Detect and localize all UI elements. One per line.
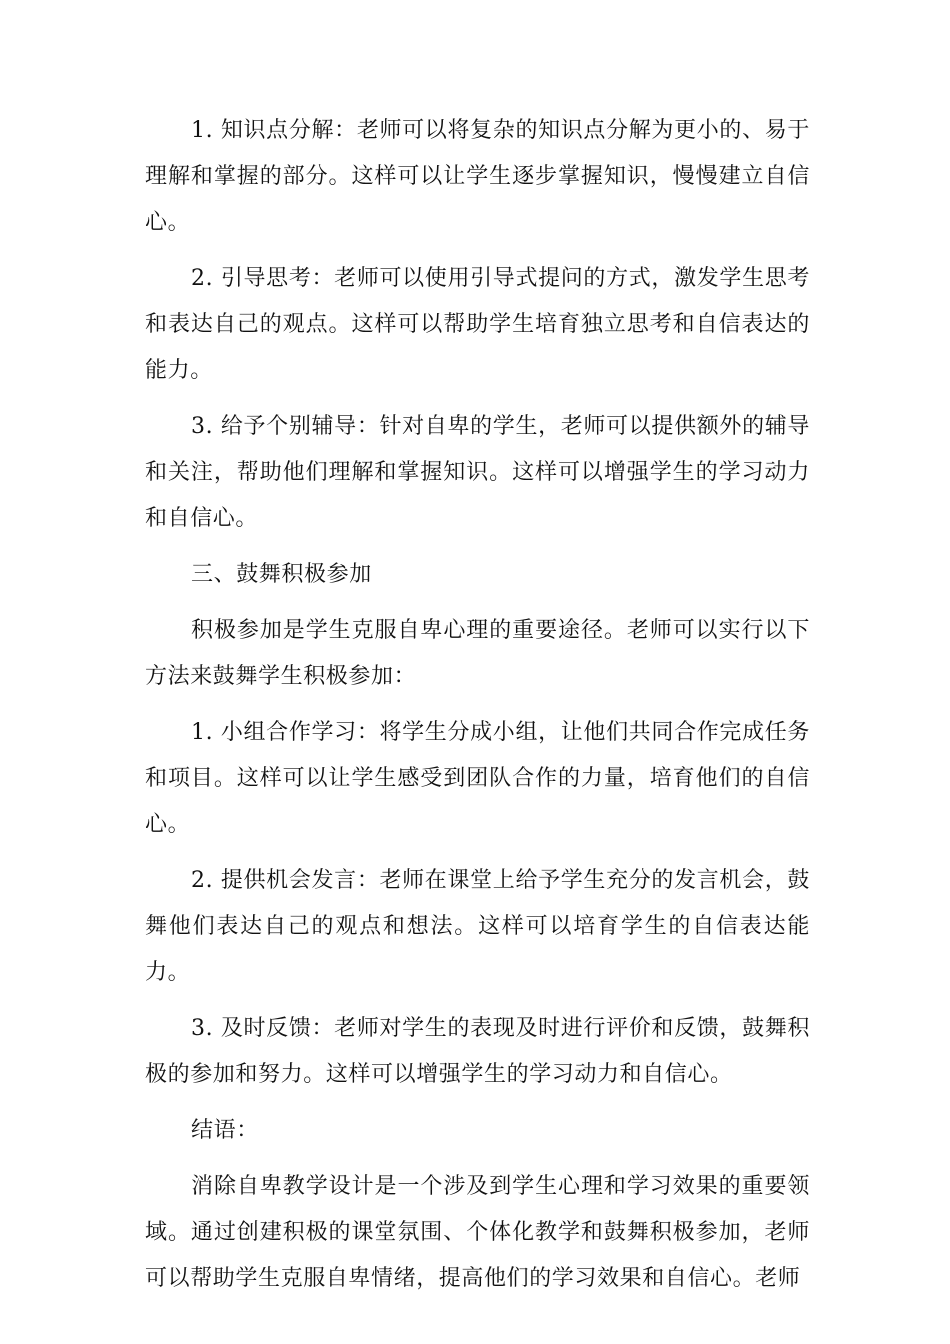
- section-heading-conclusion: 结语：: [191, 1118, 259, 1143]
- section-heading-encourage-participation: 三、鼓舞积极参加: [191, 562, 372, 587]
- paragraph-knowledge-decomposition: 1. 知识点分解：老师可以将复杂的知识点分解为更小的、易于理解和掌握的部分。这样可以让学生逐步掌握知识，慢慢建立自信心。: [145, 118, 810, 235]
- paragraph-group-learning: 1. 小组合作学习：将学生分成小组，让他们共同合作完成任务和项目。这样可以让学生感受到团队合作的力量，培育他们的自信心。: [145, 720, 810, 837]
- paragraph-timely-feedback: 3. 及时反馈：老师对学生的表现及时进行评价和反馈，鼓舞积极的参加和努力。这样可以增强学生的学习动力和自信心。: [145, 1016, 810, 1087]
- paragraph-conclusion: 消除自卑教学设计是一个涉及到学生心理和学习效果的重要领域。通过创建积极的课堂氛围、个体化教学和鼓舞积极参加，老师可以帮助学生克服自卑情绪，提高他们的学习效果和自信心。老师: [145, 1174, 810, 1291]
- paragraph-participation-intro: 积极参加是学生克服自卑心理的重要途径。老师可以实行以下方法来鼓舞学生积极参加：: [145, 618, 810, 689]
- paragraph-individual-tutoring: 3. 给予个别辅导：针对自卑的学生，老师可以提供额外的辅导和关注，帮助他们理解和掌握知识。这样可以增强学生的学习动力和自信心。: [145, 414, 810, 531]
- paragraph-speaking-opportunity: 2. 提供机会发言：老师在课堂上给予学生充分的发言机会，鼓舞他们表达自己的观点和想法。这样可以培育学生的自信表达能力。: [145, 868, 810, 985]
- document-body: [145, 108, 810, 1312]
- paragraph-guided-thinking: 2. 引导思考：老师可以使用引导式提问的方式，激发学生思考和表达自己的观点。这样可以帮助学生培育独立思考和自信表达的能力。: [145, 266, 810, 383]
